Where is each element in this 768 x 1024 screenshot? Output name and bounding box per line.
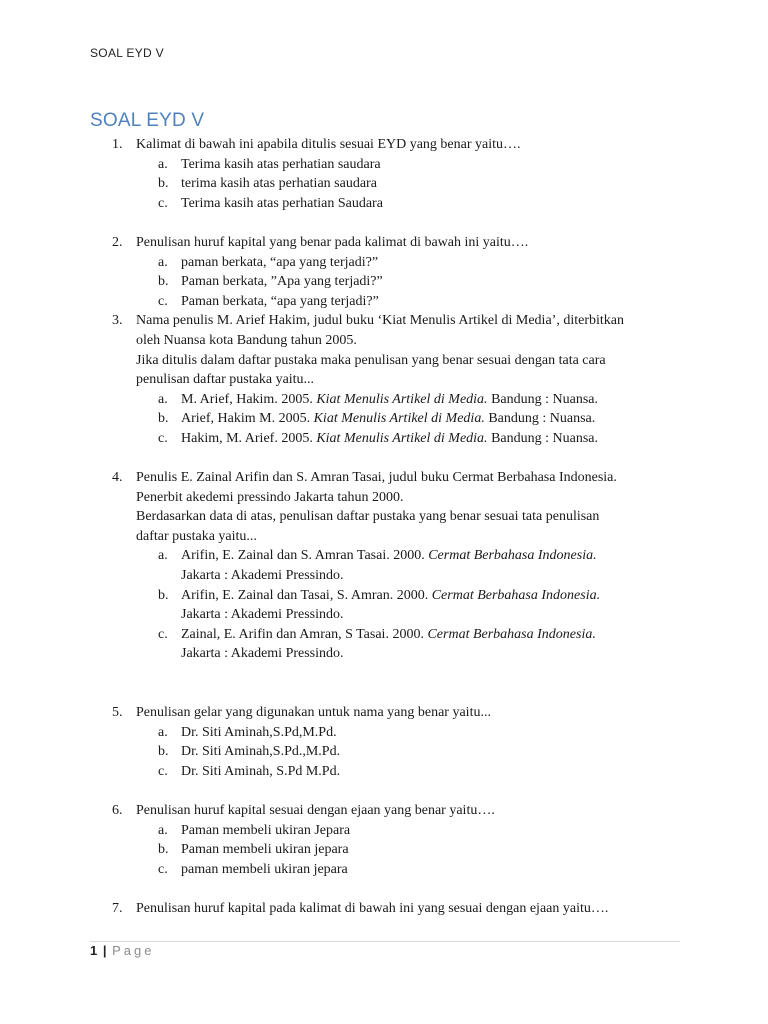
- option-6a: [90, 821, 680, 841]
- question-text-line: penulisan daftar pustaka yaitu...: [136, 372, 315, 388]
- question-1: [90, 135, 680, 155]
- option-text-pre: Arifin, E. Zainal dan Tasai, S. Amran. 2000.: [181, 587, 432, 603]
- option-text: Dr. Siti Aminah,S.Pd.,M.Pd.: [181, 744, 341, 760]
- option-text-pre: Arief, Hakim M. 2005.: [181, 411, 314, 427]
- question-4: [90, 468, 680, 546]
- option-text-post: Bandung : Nuansa.: [487, 391, 598, 407]
- question-number: 4.: [112, 470, 123, 486]
- question-number: 2.: [112, 234, 123, 250]
- option-label: b.: [158, 274, 169, 290]
- option-text-pre: Arifin, E. Zainal dan S. Amran Tasai. 2000.: [181, 548, 429, 564]
- option-2c: [90, 292, 680, 312]
- option-text-post: Bandung : Nuansa.: [484, 411, 596, 427]
- question-text: Penulisan gelar yang digunakan untuk nama yang benar yaitu...: [136, 705, 491, 721]
- option-text-italic: Cermat Berbahasa Indonesia.: [428, 548, 597, 564]
- option-2a: [90, 253, 680, 273]
- option-text: Dr. Siti Aminah, S.Pd M.Pd.: [181, 763, 341, 779]
- option-label: c.: [158, 763, 168, 779]
- footer-separator: |: [102, 943, 107, 958]
- option-text: paman membeli ukiran jepara: [181, 861, 348, 877]
- option-text: Terima kasih atas perhatian saudara: [181, 156, 381, 172]
- question-text-line: Penulis E. Zainal Arifin dan S. Amran Tasai, judul buku Cermat Berbahasa Indonesia.: [136, 470, 617, 486]
- page-footer: [90, 943, 155, 958]
- question-number: 5.: [112, 705, 123, 721]
- option-label: c.: [158, 861, 168, 877]
- option-label: b.: [158, 411, 169, 427]
- page-word: Page: [112, 943, 155, 958]
- option-text: Paman berkata, “apa yang terjadi?”: [181, 293, 379, 309]
- question-text: Penulisan huruf kapital pada kalimat di bawah ini yang sesuai dengan ejaan yaitu….: [136, 900, 609, 916]
- question-text-line: Berdasarkan data di atas, penulisan daftar pustaka yang benar sesuai tata penulisan: [136, 509, 600, 525]
- question-5: [90, 703, 680, 723]
- option-text-post: Bandung : Nuansa.: [487, 430, 598, 446]
- option-label: a.: [158, 391, 168, 407]
- option-label: a.: [158, 254, 168, 270]
- option-4c: [90, 625, 680, 664]
- document-title: SOAL EYD V: [90, 110, 205, 131]
- question-text-line: Nama penulis M. Arief Hakim, judul buku ‘Kiat Menulis Artikel di Media’, diterbitkan: [136, 313, 624, 329]
- option-3c: [90, 429, 680, 449]
- question-3: [90, 311, 680, 389]
- option-text-line2: Jakarta : Akademi Pressindo.: [181, 607, 344, 623]
- option-text: paman berkata, “apa yang terjadi?”: [181, 254, 379, 270]
- option-label: a.: [158, 156, 168, 172]
- option-1c: [90, 194, 680, 214]
- footer-divider: [90, 941, 680, 942]
- spacer: [90, 213, 680, 233]
- question-text-line: Jika ditulis dalam daftar pustaka maka penulisan yang benar sesuai dengan tata cara: [136, 352, 606, 368]
- question-text: Penulisan huruf kapital sesuai dengan ejaan yang benar yaitu….: [136, 803, 495, 818]
- question-text: Kalimat di bawah ini apabila ditulis sesuai EYD yang benar yaitu….: [136, 137, 521, 152]
- question-number: 7.: [112, 900, 123, 916]
- question-text-line: Penerbit akedemi pressindo Jakarta tahun 2000.: [136, 489, 404, 505]
- question-list: [90, 135, 680, 919]
- option-label: c.: [158, 195, 168, 211]
- option-text-italic: Kiat Menulis Artikel di Media.: [316, 391, 488, 407]
- option-1a: [90, 155, 680, 175]
- page-header: SOAL EYD V: [90, 46, 164, 60]
- option-5c: [90, 762, 680, 782]
- option-label: b.: [158, 744, 169, 760]
- question-6: [90, 801, 680, 821]
- question-text-line: daftar pustaka yaitu...: [136, 528, 257, 544]
- question-number: 1.: [112, 137, 123, 152]
- option-4b: [90, 586, 680, 625]
- option-text-italic: Kiat Menulis Artikel di Media.: [316, 430, 488, 446]
- option-label: a.: [158, 548, 168, 564]
- question-number: 6.: [112, 803, 123, 818]
- question-text: Penulisan huruf kapital yang benar pada kalimat di bawah ini yaitu….: [136, 234, 529, 250]
- page-number: 1: [90, 943, 98, 958]
- option-label: c.: [158, 293, 168, 309]
- question-2: [90, 233, 680, 253]
- option-text-pre: Zainal, E. Arifin dan Amran, S Tasai. 2000.: [181, 626, 428, 642]
- option-6b: [90, 840, 680, 860]
- option-label: b.: [158, 587, 169, 603]
- question-number: 3.: [112, 313, 123, 329]
- option-label: a.: [158, 822, 168, 838]
- option-4a: [90, 546, 680, 585]
- option-3b: [90, 409, 680, 429]
- option-text-line2: Jakarta : Akademi Pressindo.: [181, 646, 344, 662]
- option-text: Dr. Siti Aminah,S.Pd,M.Pd.: [181, 724, 337, 740]
- option-label: a.: [158, 724, 168, 740]
- option-text: Terima kasih atas perhatian Saudara: [181, 195, 383, 211]
- spacer: [90, 879, 680, 899]
- option-text-italic: Cermat Berbahasa Indonesia.: [427, 626, 596, 642]
- spacer: [90, 449, 680, 469]
- option-text: Paman berkata, ”Apa yang terjadi?”: [181, 274, 383, 290]
- spacer: [90, 664, 680, 703]
- option-label: c.: [158, 430, 168, 446]
- option-3a: [90, 390, 680, 410]
- option-1b: [90, 174, 680, 194]
- option-text: terima kasih atas perhatian saudara: [181, 176, 377, 192]
- option-text-pre: M. Arief, Hakim. 2005.: [181, 391, 317, 407]
- option-2b: [90, 272, 680, 292]
- option-text-italic: Cermat Berbahasa Indonesia.: [431, 587, 601, 603]
- question-7: [90, 899, 680, 919]
- option-text: Paman membeli ukiran jepara: [181, 842, 349, 858]
- option-5a: [90, 723, 680, 743]
- option-6c: [90, 860, 680, 880]
- option-label: c.: [158, 626, 168, 642]
- option-text-italic: Kiat Menulis Artikel di Media.: [313, 411, 485, 427]
- question-text-line: oleh Nuansa kota Bandung tahun 2005.: [136, 332, 357, 348]
- option-5b: [90, 742, 680, 762]
- option-label: b.: [158, 842, 169, 858]
- option-text-pre: Hakim, M. Arief. 2005.: [181, 430, 317, 446]
- option-text: Paman membeli ukiran Jepara: [181, 822, 351, 838]
- option-label: b.: [158, 176, 169, 192]
- option-text-line2: Jakarta : Akademi Pressindo.: [181, 568, 344, 584]
- spacer: [90, 781, 680, 801]
